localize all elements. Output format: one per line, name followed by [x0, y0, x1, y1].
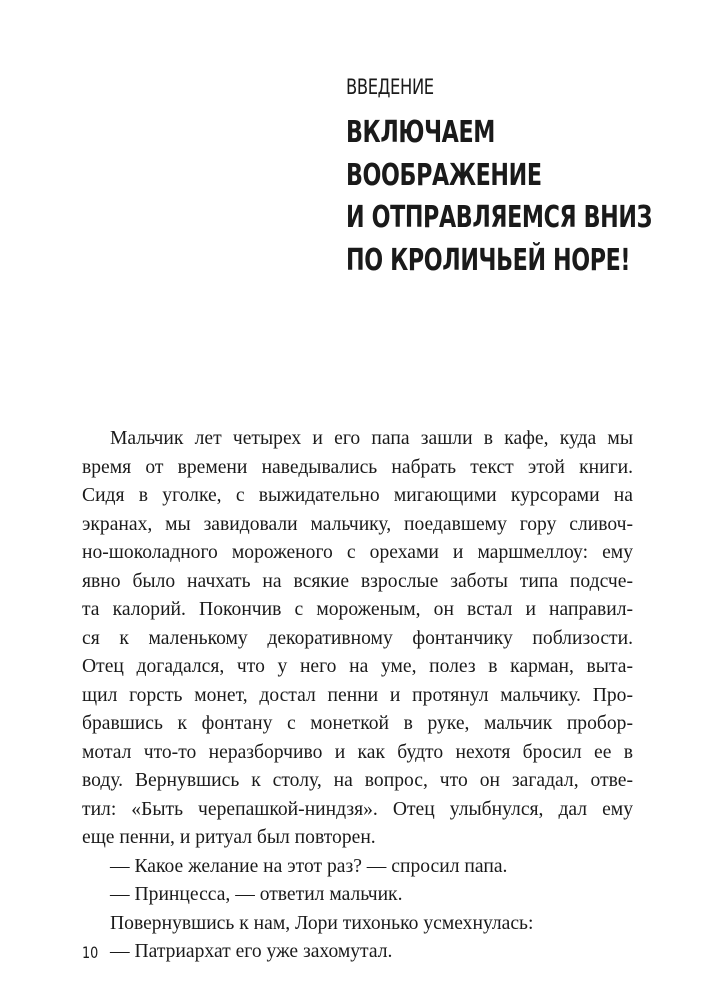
body-line: Сидя в уголке, с выжидательно мигающими курсорами на [82, 485, 633, 506]
body-line: Повернувшись к нам, Лори тихонько усмехнулась: [110, 912, 534, 934]
section-label: ВВЕДЕНИЕ [346, 75, 434, 99]
page-number: 10 [82, 943, 99, 962]
body-line: Мальчик лет четырех и его папа зашли в кафе, куда мы [110, 428, 633, 449]
body-text [82, 425, 633, 967]
body-line: но-шоколадного мороженого с орехами и маршмеллоу: ему [82, 542, 633, 563]
chapter-heading [346, 72, 686, 282]
body-line: время от времени наведывались набрать текст этой книги. [82, 456, 633, 478]
dialogue-line: — Какое желание на этот раз? — спросил папа. [110, 855, 508, 877]
chapter-title-line: ПО КРОЛИЧЬЕЙ НОРЕ! [346, 242, 631, 278]
body-line: тил: «Быть черепашкой-ниндзя». Отец улыбнулся, дал ему [82, 798, 633, 820]
body-line: еще пенни, и ритуал был повторен. [82, 827, 376, 848]
body-line: бравшись к фонтану с монеткой в руке, мальчик пробор- [82, 713, 633, 734]
chapter-title-line: ВКЛЮЧАЕМ [346, 115, 495, 150]
body-line: щил горсть монет, достал пенни и протянул мальчику. Про- [82, 684, 633, 706]
dialogue-line: — Патриархат его уже захомутал. [110, 941, 393, 962]
body-line: Отец догадался, что у него на уме, полез в карман, выта- [82, 656, 633, 677]
chapter-title-line: ВООБРАЖЕНИЕ [346, 157, 542, 193]
body-line: мотал что-то неразборчиво и как будто нехотя бросил ее в [82, 741, 633, 763]
body-line: та калорий. Покончив с мороженым, он встал и направил- [82, 599, 633, 620]
body-line: явно было начхать на всякие взрослые заботы типа подсче- [82, 570, 633, 592]
chapter-title [346, 112, 686, 282]
body-line: ся к маленькому декоративному фонтанчику поблизости. [82, 627, 633, 649]
chapter-title-line: И ОТПРАВЛЯЕМСЯ ВНИЗ [346, 200, 653, 235]
body-line: экранах, мы завидовали мальчику, поедавшему гору сливоч- [82, 513, 633, 535]
body-line: воду. Вернувшись к столу, на вопрос, что он загадал, отве- [82, 770, 633, 791]
dialogue-line: — Принцесса, — ответил мальчик. [110, 884, 403, 905]
